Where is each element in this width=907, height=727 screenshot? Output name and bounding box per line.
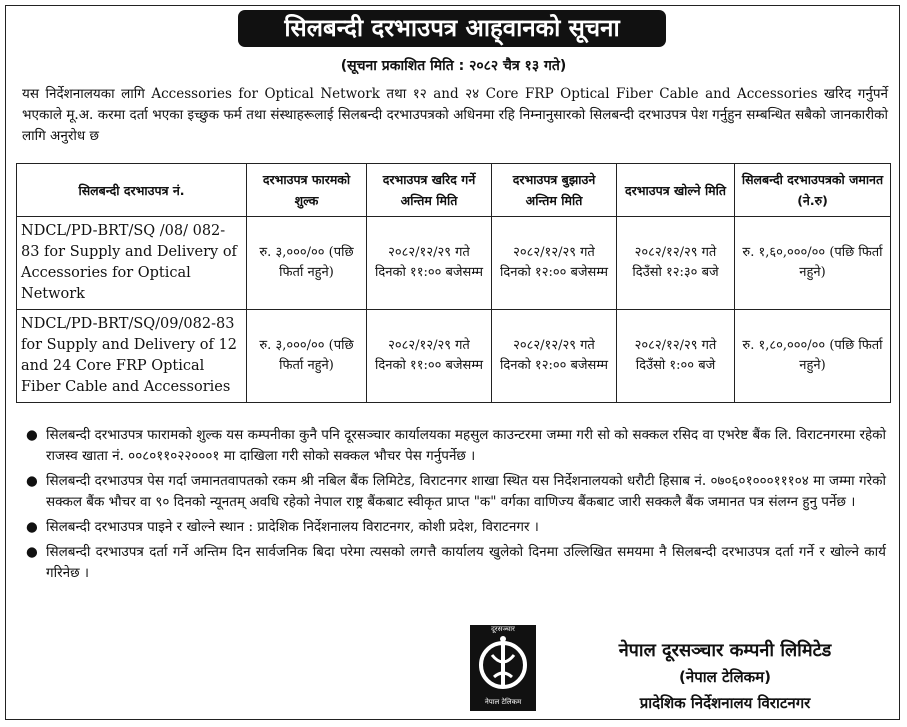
- bullet-icon: ●: [26, 427, 38, 443]
- note-item: [26, 425, 886, 467]
- company-alias: (नेपाल टेलिकम): [679, 668, 771, 686]
- bid-security: रु. १,६०,०००/०० (पछि फिर्ता नहुने): [735, 217, 891, 310]
- submission-deadline: २०८२/१२/२९ गते दिनको १२:०० बजेसम्म: [492, 217, 617, 310]
- header-opening-date: दरभाउपत्र खोल्ने मिति: [617, 164, 735, 217]
- submission-deadline: २०८२/१२/२९ गते दिनको १२:०० बजेसम्म: [492, 310, 617, 403]
- notice-title: सिलबन्दी दरभाउपत्र आह्‌वानको सूचना: [238, 10, 666, 47]
- note-text: सिलबन्दी दरभाउपत्र पाइने र खोल्ने स्थान : प्रादेशिक निर्देशनालय विराटनगर, कोशी प्रदेश, विराटनगर ।: [46, 519, 539, 535]
- logo-top-text: दूरसञ्चार: [491, 625, 515, 633]
- notes-list: [26, 425, 886, 588]
- note-text: सिलबन्दी दरभाउपत्र फारामको शुल्क यस कम्पनीका कुनै पनि दूरसञ्चार कार्यालयका महसुल काउन्टरमा जम्मा गरी सो को सक्कल रसिद वा एभरेष्ट बैंक लि. विराटनगरमा रहेको राजस्व खाता नं. ००८०११०२२०००१ मा दाखिला गरी सोको सक्कल भौचर पेस गर्नुपर्नेछ ।: [46, 427, 886, 464]
- published-date: (सूचना प्रकाशित मिति : २०८२ चैत्र १३ गते): [340, 58, 567, 74]
- logo-caption: नेपाल टेलिकम: [484, 698, 522, 706]
- tender-number: NDCL/PD-BRT/SQ /08/ 082-83 for Supply and Delivery of Accessories for Optical Network: [17, 217, 247, 310]
- purchase-deadline: २०८२/१२/२९ गते दिनको ११:०० बजेसम्म: [367, 310, 492, 403]
- table-header-row: [17, 164, 891, 217]
- opening-date: २०८२/१२/२९ गते दिउँसो १:०० बजे: [617, 310, 735, 403]
- company-signature: [560, 638, 890, 716]
- header-bid-security: सिलबन्दी दरभाउपत्रको जमानत (ने.रु): [735, 164, 891, 217]
- form-fee: रु. ३,०००/०० (पछि फिर्ता नहुने): [247, 217, 367, 310]
- note-item: [26, 517, 886, 538]
- office-name: प्रादेशिक निर्देशनालय विराटनगर: [639, 694, 811, 712]
- table-row: [17, 217, 891, 310]
- tender-number: NDCL/PD-BRT/SQ/09/082-83 for Supply and Delivery of 12 and 24 Core FRP Optical Fiber Cable and Accessories: [17, 310, 247, 403]
- table-row: [17, 310, 891, 403]
- note-text: सिलबन्दी दरभाउपत्र पेस गर्दा जमानतवापतको रकम श्री नबिल बैंक लिमिटेड, विराटनगर शाखा स्थित यस निर्देशनालयको धरौटी हिसाब नं. ०७०६०१०००१११०४ मा जम्मा गरेको सक्कल बैंक भौचर वा ९० दिनको न्यूनतम् अवधि रहेको नेपाल राष्ट्र बैंकबाट स्वीकृत प्राप्त "क" वर्गका वाणिज्य बैंकबाट जारी सक्कलै बैंक जमानत पत्र संलग्न हुनु पर्नेछ ।: [46, 473, 886, 510]
- company-logo: [470, 625, 536, 711]
- note-text: सिलबन्दी दरभाउपत्र दर्ता गर्ने अन्तिम दिन सार्वजनिक बिदा परेमा त्यसको लगत्तै कार्यालय खुलेको दिनमा उल्लिखित समयमा नै सिलबन्दी दरभाउपत्र दर्ता गर्ने र खोल्ने कार्य गरिनेछ ।: [46, 544, 886, 581]
- header-purchase-deadline: दरभाउपत्र खरिद गर्ने अन्तिम मिति: [367, 164, 492, 217]
- header-submission-deadline: दरभाउपत्र बुझाउने अन्तिम मिति: [492, 164, 617, 217]
- opening-date: २०८२/१२/२९ गते दिउँसो १२:३० बजे: [617, 217, 735, 310]
- header-tender-no: सिलबन्दी दरभाउपत्र नं.: [17, 164, 247, 217]
- header-form-fee: दरभाउपत्र फारमको शुल्क: [247, 164, 367, 217]
- company-name: नेपाल दूरसञ्चार कम्पनी लिमिटेड: [618, 640, 832, 661]
- form-fee: रु. ३,०००/०० (पछि फिर्ता नहुने): [247, 310, 367, 403]
- intro-paragraph: यस निर्देशनालयका लागि Accessories for Optical Network तथा १२ and २४ Core FRP Optical Fiber Cable and Accessories खरिद गर्नुपर्ने भएकाले मू.अ. करमा दर्ता भएका इच्छुक फर्म तथा संस्थाहरूलाई सिलबन्दी दरभाउपत्रको अधिनमा रहि निम्नानुसारको सिलबन्दी दरभाउपत्र पेश गर्नुहुन सम्बन्धित सबैको जानकारीको लागि अनुरोध छ: [22, 86, 888, 144]
- bullet-icon: ●: [26, 473, 38, 489]
- note-item: [26, 471, 886, 513]
- note-item: [26, 542, 886, 584]
- purchase-deadline: २०८२/१२/२९ गते दिनको ११:०० बजेसम्म: [367, 217, 492, 310]
- bullet-icon: ●: [26, 544, 38, 560]
- tender-table: [16, 163, 891, 403]
- bullet-icon: ●: [26, 519, 38, 535]
- bid-security: रु. १,८०,०००/०० (पछि फिर्ता नहुने): [735, 310, 891, 403]
